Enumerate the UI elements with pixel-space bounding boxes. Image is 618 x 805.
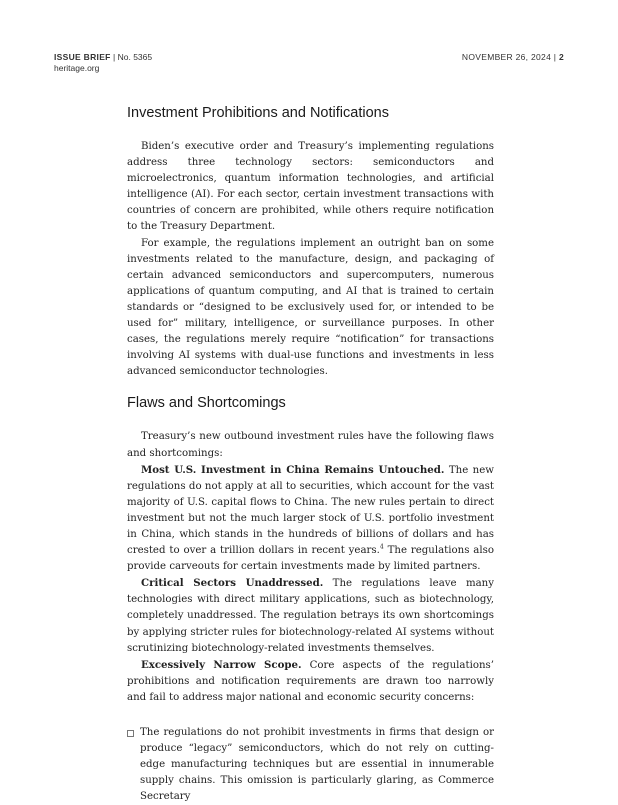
paragraph	[127, 575, 494, 656]
section-flaws	[127, 429, 494, 805]
paragraph	[127, 657, 494, 706]
paragraph-text: Core aspects of the regulations’ prohibitions and notification requirements are drawn too narrowly and fail to address major national and economic security concerns:	[127, 659, 494, 703]
paragraph: Treasury’s new outbound investment rules have the following flaws and shortcomings:	[127, 431, 494, 459]
page-header	[54, 52, 564, 76]
section-heading-prohibitions: Investment Prohibitions and Notifications	[127, 105, 389, 121]
run-in-heading: Critical Sectors Unaddressed.	[141, 577, 324, 590]
section-heading-flaws: Flaws and Shortcomings	[127, 395, 286, 412]
paragraph	[127, 462, 494, 576]
site-url[interactable]: heritage.org	[54, 63, 100, 73]
issue-date: NOVEMBER 26, 2024	[461, 52, 552, 62]
footnote-ref[interactable]: 4	[379, 543, 384, 551]
paragraph-text: The regulations leave many technologies with direct military applications, such as biotechnology, completely unaddressed. The regulation betrays its own shortcomings by applying stricter rules for biotechnology-related AI systems without scrutinizing biotechnology-related investments themselves.	[127, 578, 495, 654]
section-prohibitions	[127, 139, 494, 380]
article-body	[127, 104, 494, 805]
bullet-text: The regulations do not prohibit investments in firms that design or produce “legacy” semiconductors, which do not rely on cutting-edge manufacturing techniques but are essential in innumerable supply chains. This omission is particularly glaring, as Commerce Secretary	[140, 727, 494, 803]
paragraph-text: The new regulations do not apply at all to securities, which account for the vast majority of U.S. capital flows to China. The new rules pertain to direct investment but not the much larger stock of U.S. portfolio investment in China, which stands in the hundreds of billions of dollars and has crested to over a trillion dollars in recent years.	[127, 464, 494, 557]
paragraph: Biden’s executive order and Treasury’s implementing regulations address three technology sectors: semiconductors and microelectronics, quantum information technologies, and artificial intelligence (AI). For each sector, certain investment transactions with countries of concern are prohibited, while others require notification to the Treasury Department.	[127, 141, 494, 233]
page-number: 2	[558, 52, 564, 62]
run-in-heading: Excessively Narrow Scope.	[141, 658, 302, 671]
header-left	[54, 52, 152, 74]
series-label: ISSUE BRIEF	[54, 52, 111, 62]
list-item	[127, 725, 494, 805]
square-bullet-icon	[127, 730, 134, 737]
header-right	[462, 52, 564, 63]
paragraph: For example, the regulations implement an outright ban on some investments related to the manufacture, design, and packaging of certain advanced semiconductors and supercomputers, numerous applications of quantum computing, and AI that is trained to certain standards or “designed to be exclusively used for, or intended to be used for” military, intelligence, or surveillance purposes. In other cases, the regulations merely require “notification” for transactions involving AI systems with dual-use functions and investments in less advanced semiconductor technologies.	[127, 237, 494, 378]
header-separator: |	[110, 52, 118, 62]
brief-number: No. 5365	[117, 52, 153, 62]
header-separator-right: |	[551, 52, 559, 62]
run-in-heading: Most U.S. Investment in China Remains Untouched.	[141, 463, 445, 476]
paragraph-text: The regulations also provide carveouts for certain investments made by limited partners.	[127, 545, 495, 573]
